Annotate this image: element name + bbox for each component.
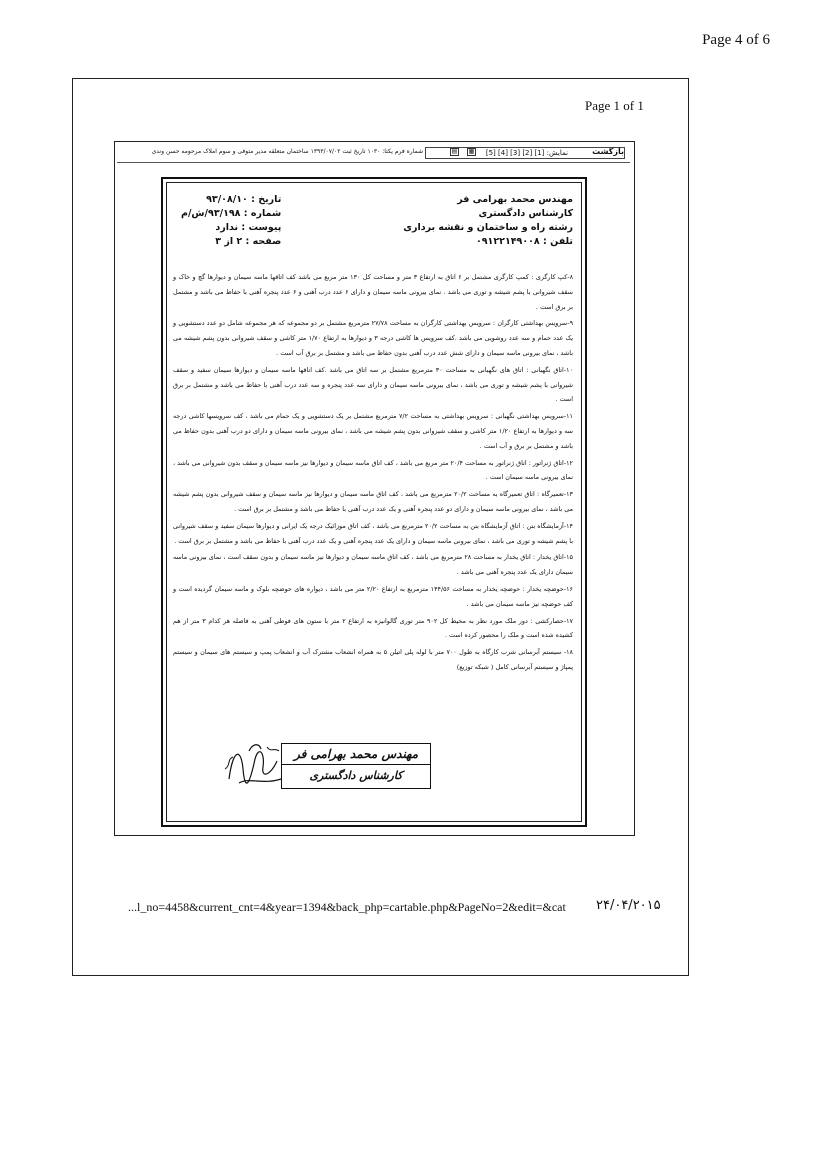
paragraph: ۱۱-سرویس بهداشتی نگهبانی : سرویس بهداشتی به مساحت ۷/۲ مترمربع مشتمل بر یک دستشویی و یک حمام می باشد ، کف سرویسها کاشی درجه سه و دیوارها به ارتفاع ۱/۲۰ متر کاشی و سقف شیروانی بدون پشم شیشه می باشد ، نمای بیرونی ماسه سیمان و دارای دو درب آهنی بدون حفاظ می باشد و مشتمل بر برق و آب است . [173, 412, 573, 450]
inner-page-number: Page 1 of 1 [585, 98, 644, 113]
print-url: ...l_no=4458&current_cnt=4&year=1394&back_php=cartable.php&PageNo=2&edit=&cat [128, 900, 566, 914]
print-icon[interactable]: ▤ [451, 148, 458, 155]
paragraph: ۱۳-تعمیرگاه : اتاق تعمیرگاه به مساحت ۲۰/۲ مترمربع می باشد ، کف اتاق ماسه سیمان و دیوارها نیز ماسه سیمان و سقف شیروانی بدون پشم شیشه می باشد ، نمای بیرونی ماسه سیمان و دارای دو عدد پنجره آهنی و یک عدد درب آهنی با حفاظ می باشد و مشتمل بر برق است . [173, 490, 573, 513]
author-phone: تلفن : ۰۹۱۲۲۱۴۹۰۰۸ [475, 236, 573, 247]
letter-attachment: پیوست : ندارد [215, 222, 282, 233]
author-name: مهندس محمد بهرامی فر [457, 194, 573, 205]
paragraph: ۸-کپ کارگری : کمپ کارگری مشتمل بر ۶ اتاق به ارتفاع ۳ متر و مساحت کل ۱۳۰ متر مربع می باشد کف اتاقها ماسه سیمان و دیوارها گچ و خاک و سقف شیروانی با پشم شیشه و توری می باشد . نمای بیرونی ماسه سیمان و دارای ۶ عدد درب آهنی و ۶ عدد پنجره آهنی با حفاظ می باشد و مشتمل بر برق است . [173, 273, 573, 311]
back-link[interactable]: بازگشت [592, 147, 624, 156]
paragraph: ۹-سرویس بهداشتی کارگران : سرویس بهداشتی کارگران به مساحت ۲۷/۷۸ مترمربع مشتمل بر دو مجموعه که هر مجموعه شامل دو عدد دستشویی و یک عدد حمام و سه عدد روشویی می باشد .کف سرویس ها کاشی درجه ۳ و دیوارها به ارتفاع ۱/۷۰ متر کاشی و سقف شیروانی بدون پشم شیشه می باشد ، نمای بیرونی ماسه سیمان و دارای شش عدد درب آهنی بدون حفاظ می باشد و مشتمل بر برق آب است . [173, 319, 573, 357]
handwritten-signature [219, 739, 289, 794]
author-field: رشته راه و ساختمان و نقشه برداری [403, 222, 573, 233]
engineer-stamp [281, 743, 431, 789]
print-date: ۲۴/۰۴/۲۰۱۵ [596, 898, 661, 913]
letter-header-meta [181, 193, 281, 249]
stamp-name: مهندس محمد بهرامی فر [282, 744, 430, 765]
form-info: شماره فرم یکتا: ۱۰۳۰ تاریخ ثبت ۱۳۹۳/۰۷/۰۲ ساختمان متعلقه مدیر متوفی و سوم املاک مرحومه حسن وندی [151, 148, 423, 155]
letter-date: تاریخ : ۹۳/۰۸/۱۰ [206, 194, 282, 205]
print-page-number: Page 4 of 6 [702, 32, 770, 48]
letter-page: صفحه : ۲ از ۳ [215, 236, 282, 247]
stamp-title: کارشناس دادگستری [309, 769, 403, 782]
paragraph: ۱۵-اتاق یخدار : اتاق یخدار به مساحت ۲۸ مترمربع می باشد ، کف اتاق ماسه سیمان و دیوارها نیز ماسه سیمان و بدون سقف است ، نمای بیرونی ماسه سیمان دارای یک عدد پنجره آهنی می باشد . [173, 553, 573, 577]
viewer-toolbar [117, 144, 630, 163]
author-title: کارشناس دادگستری [478, 208, 573, 219]
paragraph: ۱۲-اتاق ژنراتور : اتاق ژنراتور به مساحت ۲۰/۴ متر مربع می باشد ، کف اتاق ماسه سیمان و دیوارها نیز ماسه سیمان و سقف بدون شیروانی می باشد ، نمای بیرونی ماسه سیمان است . [173, 458, 573, 482]
paragraph: ۱۰-اتاق نگهبانی : اتاق های نگهبانی به مساحت ۳۰ مترمربع مشتمل بر سه اتاق می باشد .کف اتاقها ماسه سیمان و دیوارها سیمان سفید و سقف شیروانی با پشم شیشه و توری می باشد ، نمای بیرونی ماسه سیمان و دارای سه عدد پنجره و سه عدد درب آهنی با حفاظ می باشد و مشتمل بر برق است . [173, 365, 574, 404]
save-icon[interactable]: ▦ [468, 148, 475, 155]
letter-header-author [403, 193, 573, 249]
paragraph: ۱۴-آزمایشگاه بتن : اتاق آزمایشگاه بتن به مساحت ۲۰/۲ مترمربع می باشد ، کف اتاق موزائیک درجه یک ایرانی و دیوارها سیمان سفید و سقف شیروانی با پشم شیشه و توری می باشد ، نمای بیرونی ماسه سیمان و دارای یک عدد پنجره آهنی و یک عدد درب آهنی با حفاظ می باشد و مشتمل بر برق است . [173, 521, 573, 545]
paragraph: ۱۷-حصارکشی : دور ملک مورد نظر به محیط کل ۹۰۲ متر توری گالوانیزه به ارتفاع ۲ متر با ستون های فوطی آهنی به فاصله هر کدام ۳ متر از هم کشیده شده است و ملک را محصور کرده است . [173, 616, 573, 640]
paragraph: ۱۶-حوضچه یخدار : حوضچه یخدار به مساحت ۱۴۴/۵۶ مترمربع به ارتفاع ۲/۲۰ متر می باشد ، دیواره های حوضچه بلوک و ماسه سیمان گردیده است و کف حوضچه نیز ماسه سیمان می باشد . [173, 584, 573, 608]
letter-body [173, 270, 573, 677]
document-viewer [114, 141, 635, 836]
letter-number: شماره : ۹۳/۱۹۸/ش/م [181, 208, 282, 219]
page-nav[interactable]: نمایش: [1] [2] [3] [4] [5] [425, 147, 625, 159]
scanned-letter [161, 177, 587, 827]
toolbar-icons [450, 148, 476, 156]
paragraph: ۱۸- سیستم آبرسانی شرب کارگاه به طول ۷۰۰ متر با لوله پلی اتیلن ۵ به همراه انشعاب مشترک آب و انشعاب پمپ و سیستم های سیمان و سیستم پمپاژ و سیستم آبرسانی کامل ( شبکه توزیع) [173, 648, 573, 671]
